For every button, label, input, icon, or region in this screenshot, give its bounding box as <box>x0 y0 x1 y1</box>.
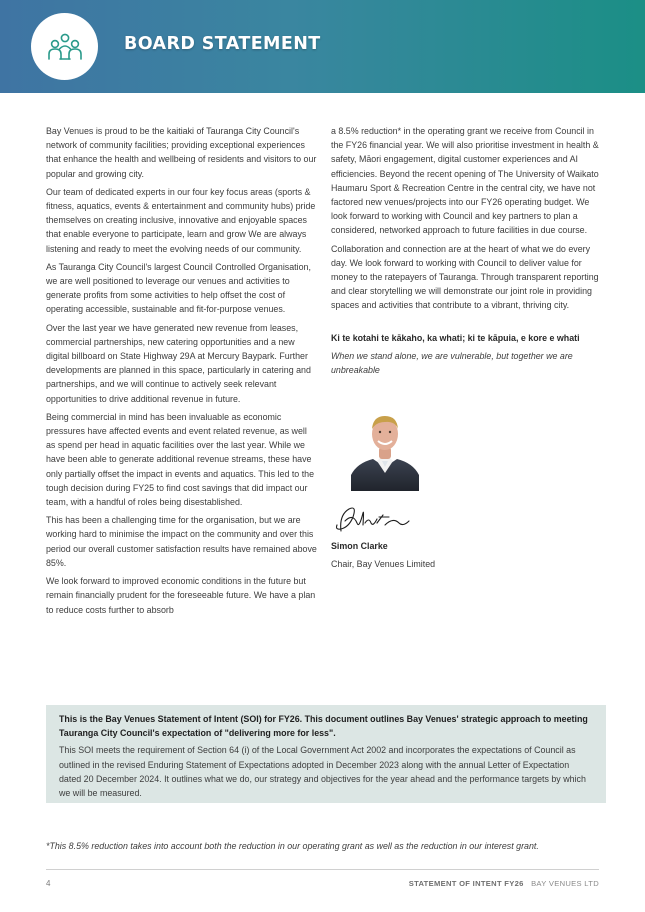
motto-maori: Ki te kotahi te kākaho, ka whati; ki te kāpuia, e kore e whati <box>331 332 580 343</box>
header-banner <box>0 0 645 93</box>
footer-running-title <box>409 879 599 888</box>
paragraph: Being commercial in mind has been invaluable as economic pressures have affected events and event related revenue, as well as spend per head in aquatic facilities over the last year. While we have been able to generate additional revenue streams, these have only partially offset the impact in events and aquatics. This led to the tough decision during FY25 to find cost savings that did impact our team, with a handful of roles being disestablished. <box>46 411 315 508</box>
paragraph: Bay Venues is proud to be the kaitiaki of Tauranga City Council's network of community facilities; providing exceptional experiences that enhance the health and wellbeing of residents and visitors to our popular and growing city. <box>46 126 317 179</box>
soi-callout-box <box>46 705 606 803</box>
left-column <box>46 124 318 621</box>
soi-body: This SOI meets the requirement of Section 64 (i) of the Local Government Act 2002 and incorporates the expectations of Council as outlined in the revised Enduring Statement of Expectations adopted in December 2023 along with the annual Letter of Expectation dated 20 December 2024. It outlines what we do, our strategy and objectives for the year ahead and the performance targets by which we will be measured. <box>59 745 586 799</box>
right-column <box>331 124 599 576</box>
motto-translation: When we stand alone, we are vulnerable, but together we are unbreakable <box>331 350 573 376</box>
paragraph: Collaboration and connection are at the heart of what we do every day. We look forward to working with Council to deliver value for money to the ratepayers of Tauranga. Through transparent reporting and clear storytelling we will demonstrate our joint role in providing spaces and activities that contribute to a vibrant, thriving city. <box>331 243 599 311</box>
people-group-icon <box>47 32 83 62</box>
footer-organisation: BAY VENUES LTD <box>531 879 599 888</box>
chair-portrait-photo <box>351 407 419 491</box>
paragraph: As Tauranga City Council's largest Council Controlled Organisation, we are well positioned to leverage our venues and activities to generate profits from some activities to help offset the cost of operating accessible, sustainable and fit-for-purpose venues. <box>46 261 311 315</box>
signature <box>333 503 413 535</box>
header-icon-badge <box>31 13 98 80</box>
signatory-role: Chair, Bay Venues Limited <box>331 559 436 570</box>
footnote: *This 8.5% reduction takes into account both the reduction in our operating grant as well as the reduction in our interest grant. <box>46 841 539 851</box>
paragraph: Our team of dedicated experts in our four key focus areas (sports & fitness, aquatics, events & entertainment and community hubs) pride themselves on creating inclusive, innovative and enjoyable spaces that enable everyone to participate, learn and grow We are always listening and ready to meet the evolving needs of our community. <box>46 186 316 254</box>
paragraph: This has been a challenging time for the organisation, but we are working hard to minimise the impact on the community and over this period our overall customer satisfaction results have remained above 85%. <box>46 515 317 568</box>
footer-document-title: STATEMENT OF INTENT FY26 <box>408 879 524 888</box>
paragraph: a 8.5% reduction* in the operating grant we receive from Council in the FY26 financial year. We will also prioritise investment in health & safety, Māori engagement, digital customer experiences and AI efficiencies. Beyond the recent opening of The University of Waikato Haumaru Sport & Recreation Centre in the central city, we have not factored new venues/projects into our FY26 operating budget. We look forward to working with Council and key partners to plan a considered, networked approach to future facilities in due course. <box>331 126 599 236</box>
paragraph: Over the last year we have generated new revenue from leases, commercial partnerships, new catering opportunities and a new digital billboard on State Highway 29A at Mercury Baypark. Further developments are planned in this space, particularly in catering and partnerships, and we will continue to actively seek relevant opportunities to drive additional revenue in future. <box>46 322 311 404</box>
page-number: 4 <box>46 879 51 888</box>
footer-divider <box>46 869 599 870</box>
soi-lead: This is the Bay Venues Statement of Intent (SOI) for FY26. This document outlines Bay Venues' strategic approach to meeting Tauranga City Council's expectation of "delivering more for less". <box>59 714 588 739</box>
paragraph: We look forward to improved economic conditions in the future but remain financially prudent for the foreseeable future. We have a plan to reduce costs further to absorb <box>46 576 316 615</box>
signatory-name: Simon Clarke <box>331 541 388 552</box>
page-title: BOARD STATEMENT <box>124 34 321 54</box>
